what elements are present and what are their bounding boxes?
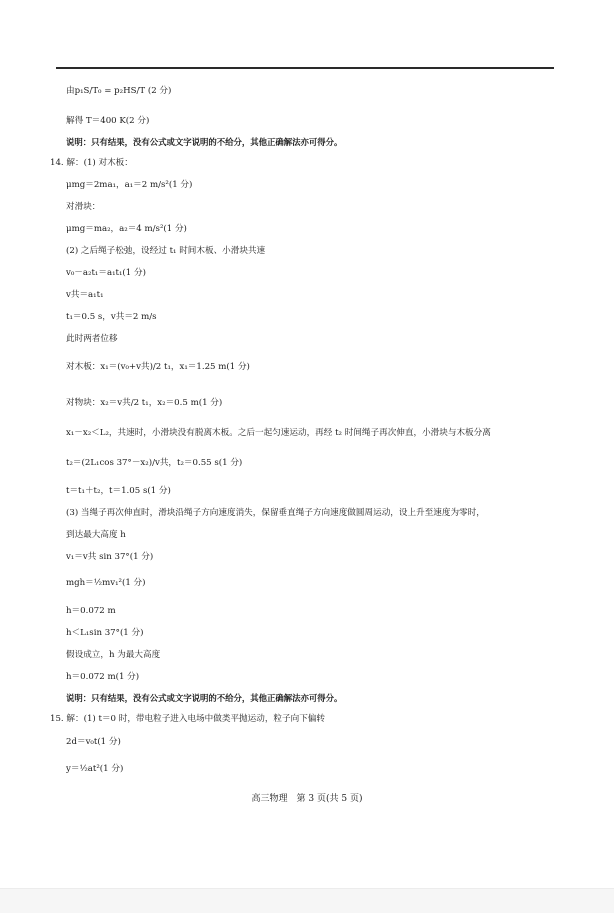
answer-line: t＝t₁＋t₂，t＝1.05 s(1 分) bbox=[66, 486, 171, 496]
answer-line: μmg＝ma₂，a₂＝4 m/s²(1 分) bbox=[66, 224, 187, 234]
answer-line: t₁＝0.5 s，v共＝2 m/s bbox=[66, 312, 157, 322]
answer-line: mgh＝½mv₁²(1 分) bbox=[66, 578, 146, 588]
answer-line: v₁＝v共 sin 37°(1 分) bbox=[66, 552, 154, 562]
answer-line: 由p₁S/T₀ = p₂HS/T (2 分) bbox=[66, 86, 172, 96]
answer-line: v₀－a₂t₁＝a₁t₁(1 分) bbox=[66, 268, 146, 278]
answer-line: 到达最大高度 h bbox=[66, 530, 126, 540]
answer-line: 对木板：x₁＝(v₀+v共)/2 t₁，x₁＝1.25 m(1 分) bbox=[66, 362, 250, 372]
answer-line: 2d＝v₀t(1 分) bbox=[66, 737, 121, 747]
answer-line: 假设成立，h 为最大高度 bbox=[66, 650, 161, 660]
answer-line: h＝0.072 m(1 分) bbox=[66, 672, 140, 682]
answer-line: 解得 T＝400 K(2 分) bbox=[66, 116, 150, 126]
answer-line: 对滑块： bbox=[66, 202, 101, 212]
page-footer: 高三物理 第 3 页(共 5 页) bbox=[251, 794, 363, 804]
answer-line: (2) 之后绳子松弛，设经过 t₁ 时间木板、小滑块共速 bbox=[66, 246, 266, 256]
answer-line: x₁－x₂＜L₂，共速时，小滑块没有脱离木板。之后一起匀速运动，再经 t₂ 时间绳子再次伸直，小滑块与木板分离 bbox=[66, 428, 491, 438]
answer-line: 说明：只有结果，没有公式或文字说明的不给分，其他正确解法亦可得分。 bbox=[66, 137, 343, 147]
answer-line: t₂＝(2L₁cos 37°－x₂)/v共，t₂＝0.55 s(1 分) bbox=[66, 458, 243, 468]
answer-line: v共＝a₁t₁ bbox=[66, 290, 104, 300]
answer-line: y＝½at²(1 分) bbox=[66, 764, 124, 774]
answer-line: 此时两者位移 bbox=[66, 334, 118, 344]
answer-line: h＝0.072 m bbox=[66, 606, 116, 616]
answer-line: h＜L₁sin 37°(1 分) bbox=[66, 628, 144, 638]
bottom-band bbox=[0, 888, 614, 913]
answer-line: μmg＝2ma₁，a₁＝2 m/s²(1 分) bbox=[66, 180, 193, 190]
answer-line: 说明：只有结果，没有公式或文字说明的不给分，其他正确解法亦可得分。 bbox=[66, 693, 343, 703]
answer-line: 14. 解：(1) 对木板： bbox=[50, 158, 133, 168]
answer-line: 对物块：x₂＝v共/2 t₁，x₂＝0.5 m(1 分) bbox=[66, 398, 223, 408]
answer-line: 15. 解：(1) t＝0 时，带电粒子进入电场中做类平抛运动，粒子向下偏转 bbox=[50, 714, 325, 724]
top-rule bbox=[56, 67, 554, 69]
answer-line: (3) 当绳子再次伸直时，滑块沿绳子方向速度消失，保留垂直绳子方向速度做圆周运动，设上升至速度为零时， bbox=[66, 508, 485, 518]
